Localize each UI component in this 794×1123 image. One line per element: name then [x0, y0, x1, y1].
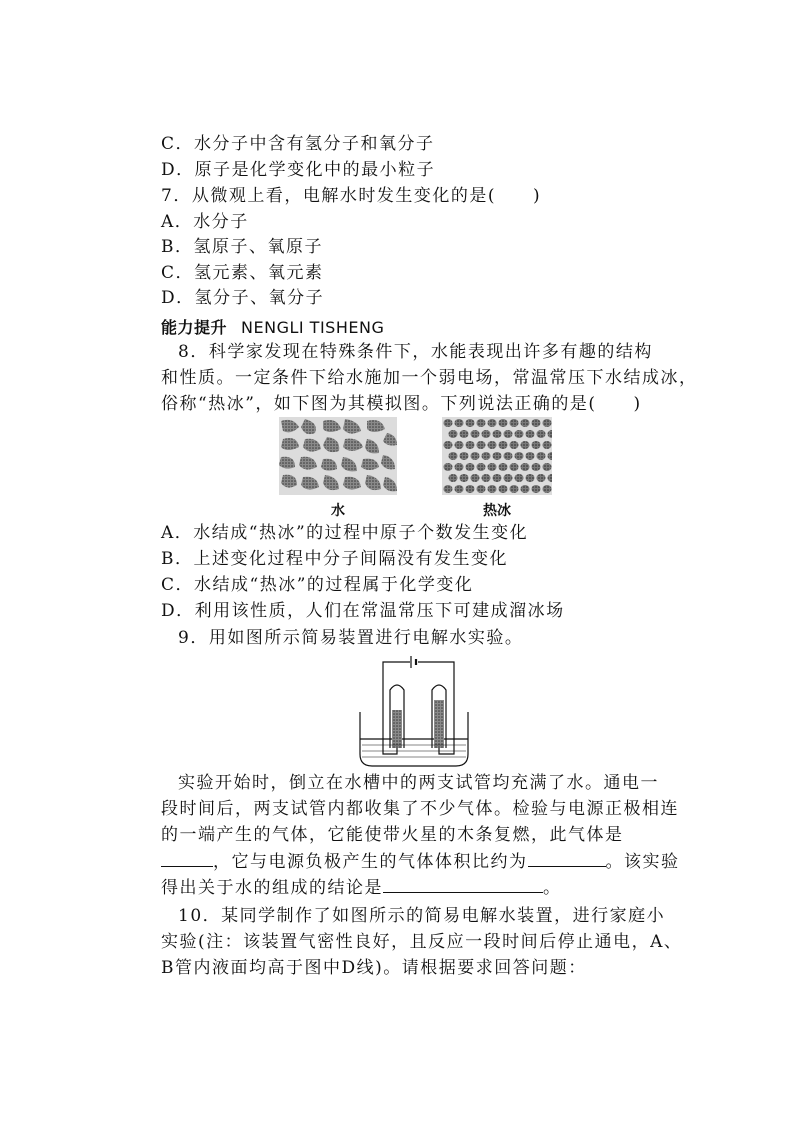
- hot-ice-cell: [471, 430, 480, 438]
- hot-ice-cell: [499, 419, 508, 427]
- question-9: 9．用如图所示简易装置进行电解水实验。: [178, 628, 524, 648]
- hot-ice-cell: [455, 419, 464, 427]
- section-heading-en: NENGLI TISHENG: [241, 318, 385, 337]
- q9-line-5-text-a: 得出关于水的组成的结论是: [161, 878, 383, 898]
- q10-line-1: 10．某同学制作了如图所示的简易电解水装置，进行家庭小: [178, 906, 666, 926]
- hot-ice-cell: [444, 419, 453, 427]
- hot-ice-cell: [493, 474, 502, 482]
- hot-ice-cell: [532, 419, 541, 427]
- hot-ice-cell: [543, 485, 552, 493]
- hot-ice-cell: [471, 452, 480, 460]
- hot-ice-cell: [477, 485, 486, 493]
- question-7: 7．从微观上看，电解水时发生变化的是( ): [161, 186, 542, 206]
- water-molecule-image: [279, 417, 397, 495]
- hot-ice-cell: [515, 474, 524, 482]
- q8-option-b: B．上述变化过程中分子间隔没有发生变化: [161, 549, 508, 569]
- hot-ice-cell: [477, 463, 486, 471]
- q9-line-4-text-a: ，它与电源负极产生的气体体积比约为: [213, 852, 528, 872]
- hot-ice-cell: [466, 441, 475, 449]
- hot-ice-cell: [537, 430, 546, 438]
- hot-ice-cell: [493, 452, 502, 460]
- hot-ice-cell: [460, 430, 469, 438]
- section-heading: [161, 315, 384, 338]
- section-heading-cn: 能力提升: [161, 318, 228, 337]
- hot-ice-cell: [510, 463, 519, 471]
- hot-ice-cell: [455, 485, 464, 493]
- hot-ice-cell: [532, 463, 541, 471]
- answer-blank-gas[interactable]: [161, 850, 213, 867]
- q9-para-line-4: [161, 850, 680, 873]
- hot-ice-cell: [477, 441, 486, 449]
- line-d-prev: D．原子是化学变化中的最小粒子: [161, 160, 436, 180]
- hot-ice-cell: [460, 452, 469, 460]
- hot-ice-cell: [532, 441, 541, 449]
- hot-ice-cell: [510, 419, 519, 427]
- hot-ice-cell: [466, 485, 475, 493]
- hot-ice-cell: [521, 485, 530, 493]
- hot-ice-cell: [466, 419, 475, 427]
- hot-ice-cell: [444, 463, 453, 471]
- q9-line-4-text-b: 。该实验: [605, 852, 680, 872]
- q9-para-line-5: [161, 876, 562, 899]
- hot-ice-cell: [444, 485, 453, 493]
- hot-ice-cell: [449, 452, 458, 460]
- answer-blank-conclusion[interactable]: [383, 876, 543, 893]
- hot-ice-cell: [504, 474, 513, 482]
- q8-line-1: 8．科学家发现在特殊条件下，水能表现出许多有趣的结构: [178, 342, 653, 362]
- hot-ice-cell: [543, 419, 552, 427]
- hot-ice-cell: [499, 463, 508, 471]
- q7-option-d: D．氢分子、氧分子: [161, 288, 325, 308]
- hot-ice-cell: [477, 419, 486, 427]
- q7-option-b: B．氢原子、氧原子: [161, 237, 323, 257]
- hot-ice-cell: [488, 419, 497, 427]
- hot-ice-cell: [488, 441, 497, 449]
- q8-line-2: 和性质。一定条件下给水施加一个弱电场，常温常压下水结成冰，: [161, 368, 698, 388]
- hot-ice-cell: [510, 485, 519, 493]
- q8-option-d: D．利用该性质，人们在常温常压下可建成溜冰场: [161, 601, 565, 621]
- hot-ice-cell: [515, 452, 524, 460]
- hot-ice-cell: [521, 419, 530, 427]
- hot-ice-cell: [460, 474, 469, 482]
- q9-para-line-2: 段时间后，两支试管内都收集了不少气体。检验与电源正极相连: [161, 799, 679, 819]
- hot-ice-cell: [543, 463, 552, 471]
- hot-ice-cell: [455, 441, 464, 449]
- hot-ice-cell: [521, 463, 530, 471]
- q9-para-line-3: 的一端产生的气体，它能使带火星的木条复燃，此气体是: [161, 825, 624, 845]
- q10-line-3: B管内液面均高于图中D线)。请根据要求回答问题：: [161, 958, 587, 978]
- q7-option-c: C．氢元素、氧元素: [161, 263, 324, 283]
- hot-ice-cell: [532, 485, 541, 493]
- hot-ice-cell: [488, 463, 497, 471]
- q10-line-2: 实验(注：该装置气密性良好，且反应一段时间后停止通电，A、: [161, 932, 683, 952]
- hot-ice-cell: [504, 452, 513, 460]
- hot-ice-cell: [510, 441, 519, 449]
- hot-ice-cell: [449, 430, 458, 438]
- q8-option-c: C．水结成“热冰”的过程属于化学变化: [161, 575, 474, 595]
- q8-line-3: 俗称“热冰”，如下图为其模拟图。下列说法正确的是( ): [161, 394, 642, 414]
- hot-ice-cell: [504, 430, 513, 438]
- hot-ice-cell: [526, 430, 535, 438]
- hot-ice-cell: [537, 452, 546, 460]
- hot-ice-cell: [526, 452, 535, 460]
- q9-para-line-1: 实验开始时，倒立在水槽中的两支试管均充满了水。通电一: [178, 773, 659, 793]
- q9-line-5-text-b: 。: [543, 878, 562, 898]
- hot-ice-cell: [455, 463, 464, 471]
- caption-hot-ice: 热冰: [483, 503, 511, 519]
- hot-ice-cell: [471, 474, 480, 482]
- hot-ice-cell: [444, 441, 453, 449]
- hot-ice-cell: [526, 474, 535, 482]
- hot-ice-cell: [515, 430, 524, 438]
- q8-option-a: A．水结成“热冰”的过程中原子个数发生变化: [161, 523, 529, 543]
- electrolysis-apparatus-diagram: [354, 650, 474, 768]
- answer-blank-ratio[interactable]: [528, 850, 606, 867]
- hot-ice-cell: [493, 430, 502, 438]
- hot-ice-cell: [449, 474, 458, 482]
- hot-ice-cell: [482, 452, 491, 460]
- hot-ice-cell: [537, 474, 546, 482]
- hot-ice-molecule-image: [442, 417, 552, 495]
- q7-option-a: A．水分子: [161, 212, 249, 232]
- caption-water: 水: [331, 503, 345, 519]
- line-c-prev: C．水分子中含有氢分子和氧分子: [161, 134, 435, 154]
- hot-ice-cell: [482, 430, 491, 438]
- hot-ice-cell: [543, 441, 552, 449]
- hot-ice-cell: [499, 441, 508, 449]
- hot-ice-cell: [521, 441, 530, 449]
- hot-ice-cell: [488, 485, 497, 493]
- hot-ice-cell: [466, 463, 475, 471]
- hot-ice-cell: [482, 474, 491, 482]
- hot-ice-cell: [499, 485, 508, 493]
